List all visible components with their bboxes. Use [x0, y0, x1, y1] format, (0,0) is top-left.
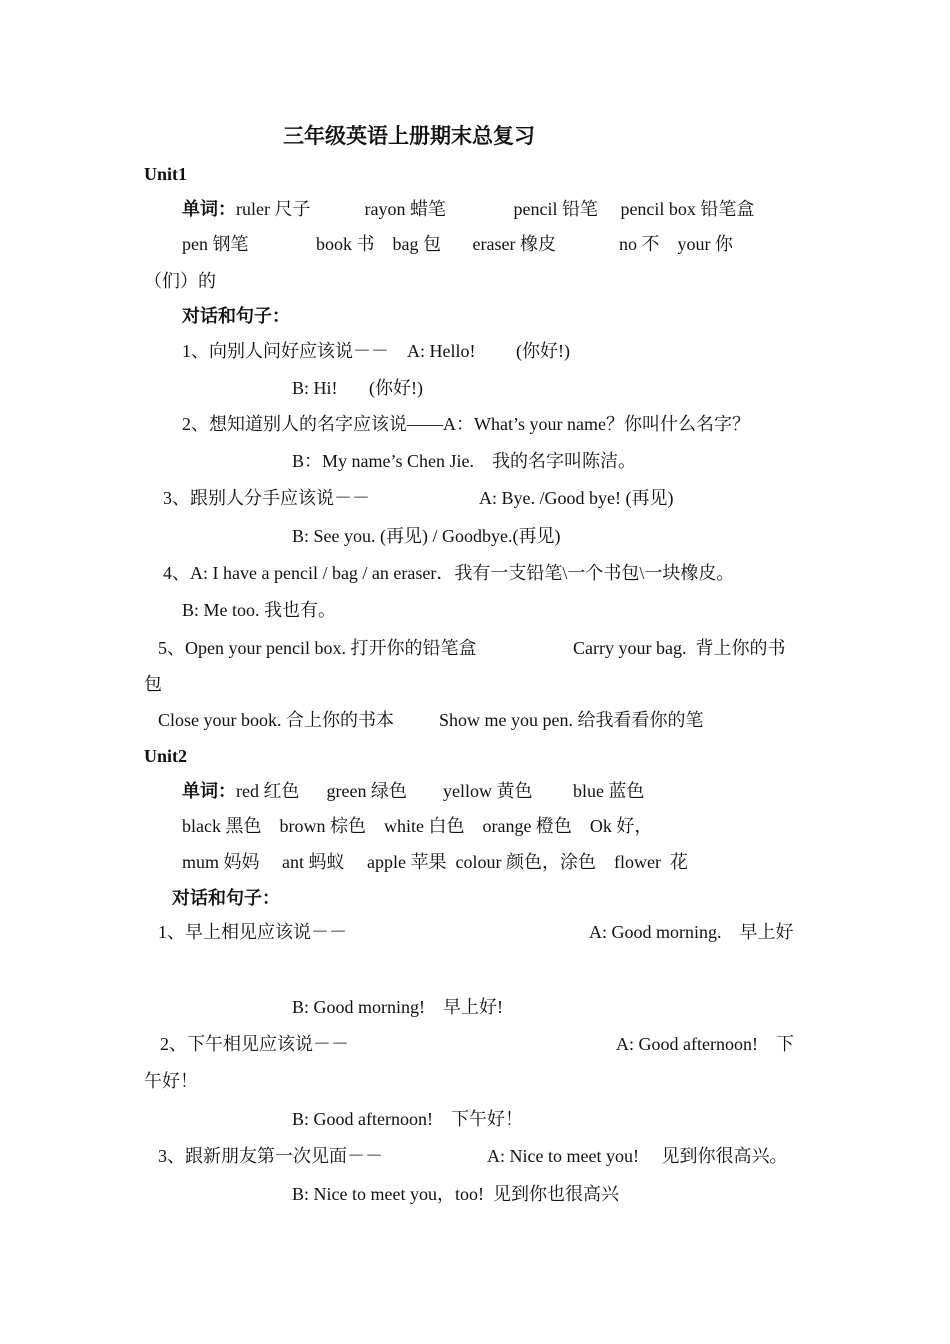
unit1-sentence-5-right: Carry your bag. 背上你的书 — [573, 638, 786, 658]
vocab-label: 单词： — [182, 199, 236, 219]
unit1-sentence-4a: 4、A: I have a pencil / bag / an eraser．我有一支铅笔\一个书包\一块橡皮。 — [163, 563, 735, 583]
unit2-sentence-3a-right: A: Nice to meet you! 见到你很高兴。 — [487, 1146, 788, 1166]
unit2-sentence-1a-left: 1、早上相见应该说－－ — [158, 922, 347, 942]
unit1-sentence-5-wrap: 包 — [144, 674, 162, 694]
unit1-sentence-5-left: 5、Open your pencil box. 打开你的铅笔盒 — [158, 638, 477, 658]
unit1-sentence-4b: B: Me too. 我也有。 — [182, 600, 337, 620]
unit1-sentence-6: Close your book. 合上你的书本 Show me you pen. 给我看看你的笔 — [158, 710, 704, 730]
unit2-sentence-1a-right: A: Good morning. 早上好 — [589, 922, 794, 942]
unit1-vocab-line-3: （们）的 — [144, 271, 216, 291]
vocab-words: ruler 尺子 rayon 蜡笔 pencil 铅笔 pencil box 铅笔盒 — [236, 199, 755, 219]
unit1-sentence-3a-right: A: Bye. /Good bye! (再见) — [479, 488, 674, 508]
unit1-dialog-label: 对话和句子： — [182, 306, 290, 326]
unit2-vocab-line-1 — [182, 780, 644, 802]
unit1-heading: Unit1 — [144, 164, 188, 184]
unit1-sentence-3b: B: See you. (再见) / Goodbye.(再见) — [292, 526, 561, 546]
vocab-words: red 红色 green 绿色 yellow 黄色 blue 蓝色 — [236, 781, 645, 801]
unit1-sentence-1b: B: Hi! (你好!) — [292, 378, 423, 398]
unit1-vocab-line-1 — [182, 198, 754, 220]
vocab-label: 单词： — [182, 781, 236, 801]
unit2-sentence-2a-left: 2、下午相见应该说－－ — [160, 1034, 349, 1054]
unit2-vocab-line-2: black 黑色 brown 棕色 white 白色 orange 橙色 Ok 好， — [182, 816, 653, 836]
unit2-sentence-2a-wrap: 午好！ — [144, 1071, 198, 1091]
page-title: 三年级英语上册期末总复习 — [283, 124, 535, 148]
unit2-sentence-3a-left: 3、跟新朋友第一次见面－－ — [158, 1146, 383, 1166]
unit1-sentence-3a-left: 3、跟别人分手应该说－－ — [163, 488, 370, 508]
unit2-dialog-label: 对话和句子： — [172, 888, 280, 908]
unit2-sentence-2b: B: Good afternoon! 下午好！ — [292, 1109, 523, 1129]
unit2-sentence-1b: B: Good morning! 早上好! — [292, 997, 503, 1017]
unit2-sentence-3b: B: Nice to meet you，too! 见到你也很高兴 — [292, 1184, 619, 1204]
unit1-vocab-line-2: pen 钢笔 book 书 bag 包 eraser 橡皮 no 不 your 你 — [182, 234, 733, 254]
unit2-sentence-2a-right: A: Good afternoon! 下 — [616, 1034, 794, 1054]
unit1-sentence-2b: B：My name’s Chen Jie. 我的名字叫陈洁。 — [292, 451, 636, 471]
unit2-vocab-line-3: mum 妈妈 ant 蚂蚁 apple 苹果 colour 颜色，涂色 flower 花 — [182, 852, 688, 872]
unit1-sentence-1a: 1、向别人问好应该说－－ A: Hello! (你好!) — [182, 341, 570, 361]
unit2-heading: Unit2 — [144, 746, 188, 766]
unit1-sentence-2a: 2、想知道别人的名字应该说——A：What’s your name？你叫什么名字？ — [182, 414, 750, 434]
